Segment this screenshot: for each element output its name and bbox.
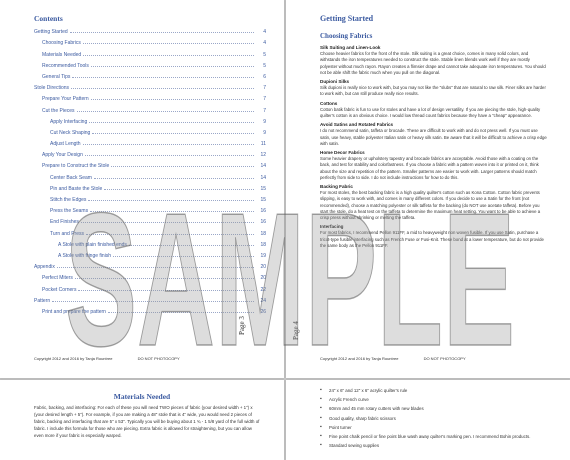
do-not-photocopy-text: DO NOT PHOTOCOPY bbox=[137, 356, 180, 361]
toc-entry-label: Turn and Press bbox=[50, 230, 84, 237]
toc-entry-label: Apply Interfacing bbox=[50, 118, 88, 125]
toc-entry-page: 7 bbox=[263, 96, 266, 103]
fabric-section-heading: Silk Suiting and Linen-Look bbox=[320, 45, 381, 50]
toc-entry[interactable] bbox=[34, 293, 266, 304]
toc-entry-label: Press the Seams bbox=[50, 208, 89, 215]
toc-page bbox=[0, 0, 284, 378]
toc-entry[interactable] bbox=[34, 114, 266, 125]
toc-entry[interactable] bbox=[34, 147, 266, 158]
toc-leader bbox=[91, 98, 254, 100]
toc-entry-label: Choosing Fabrics bbox=[42, 40, 81, 47]
page-number-right: Page 4 bbox=[292, 321, 300, 340]
fabric-section-text: I do not recommend satin, taffeta or brocade. These are difficult to work with and do not press well. If you must use satin, use heavy, stable polyester Italian satin or heavy silk satin. Be aware that it will be difficult to achieve a crisp edge with satin. bbox=[320, 128, 547, 146]
watermark-text: SAMPLE bbox=[65, 174, 515, 380]
toc-leader bbox=[86, 233, 254, 235]
toc-leader bbox=[70, 31, 254, 33]
toc-entry-page: 6 bbox=[263, 73, 266, 80]
fabric-section-text: For most stoles, the best backing fabric is a high quality quilter's cotton such as Kona Cotton. Cotton fabric prevents slipping, is easy to work with, and comes in many different colors. If you decide to use a Satin for the front (not recommended), choose a matching polyester or silk taffeta for the backing (do NOT use acetate taffeta). Before you start the stole, do a heat test on the taffeta to determine the maximum heat setting. You want to be able to achieve a crisp press without shrinking or melting the taffeta. bbox=[320, 190, 541, 221]
toc-entry-label: Pattern bbox=[34, 297, 51, 304]
getting-started-page bbox=[286, 0, 570, 378]
toc-entry-label: Stole Directions bbox=[34, 85, 70, 92]
toc-leader bbox=[71, 87, 254, 89]
fabric-section-heading: Home Decor Fabrics bbox=[320, 150, 365, 156]
toc-entry[interactable] bbox=[34, 248, 266, 259]
toc-entry-label: Prepare to Construct the Stole bbox=[42, 163, 110, 170]
toc-entry[interactable] bbox=[34, 35, 266, 46]
toc-entry-page: 18 bbox=[260, 230, 266, 237]
toc-entry[interactable] bbox=[34, 181, 266, 192]
toc-entry-label: End Finishes bbox=[50, 219, 79, 226]
supply-item: ▪ 24" x 6" and 12" x 6" acrylic quilter's rule bbox=[320, 386, 552, 395]
toc-entry-label: Cut the Pieces bbox=[42, 107, 75, 114]
toc-leader bbox=[57, 266, 254, 268]
toc-entry[interactable] bbox=[34, 192, 266, 203]
toc-entry-label: General Tips bbox=[42, 73, 71, 80]
supply-item: ▪ Point turner bbox=[320, 423, 552, 432]
fabric-section-text: Silk dupioni is really nice to work with, but you may not like the "slubs" that are natural to raw silk. Finer silks are harder to work with, but can still produce really nice results. bbox=[320, 85, 546, 97]
toc-entry[interactable] bbox=[34, 24, 266, 35]
supply-item: ▪ Fine point chalk pencil or fine point blue wash away quilter's marking pen. I recommend Bohin products. bbox=[320, 432, 552, 441]
toc-list bbox=[34, 24, 266, 315]
toc-entry-label: Cut Neck Shaping bbox=[50, 129, 91, 136]
toc-entry[interactable] bbox=[34, 203, 266, 214]
toc-leader bbox=[85, 154, 254, 156]
toc-entry-page: 14 bbox=[260, 163, 266, 170]
toc-entry-label: A Stole with plain finished ends bbox=[58, 241, 127, 248]
toc-leader bbox=[90, 210, 254, 212]
toc-leader bbox=[111, 165, 254, 167]
toc-entry-page: 15 bbox=[260, 185, 266, 192]
toc-leader bbox=[72, 76, 254, 78]
supply-item: ▪ Standard sewing supplies bbox=[320, 441, 552, 450]
toc-leader bbox=[77, 110, 254, 112]
fabric-section-heading: Avoid Satins and Rotated Fabrics bbox=[320, 122, 394, 128]
toc-entry-page: 9 bbox=[263, 118, 266, 125]
toc-entry-page: 4 bbox=[263, 29, 266, 36]
materials-page bbox=[0, 380, 284, 460]
toc-entry-page: 22 bbox=[260, 286, 266, 293]
toc-entry-label: Apply Your Design bbox=[42, 152, 83, 159]
fabric-section-text: Choose heavier fabrics for the front of the stole. Silk suiting is a great choice, comes in many solid colors, and withstands the iron temperatures needed to construct the stole. Stable linen blends work well if they are mostly polyester without much rayon. Rayon creates a flimsier drape and cannot take adequate iron temperatures. You should not be able shift the fabric much when you pull on the diagonal. bbox=[320, 51, 546, 75]
toc-entry[interactable] bbox=[34, 304, 266, 315]
toc-entry-label: Pin and Baste the Stole bbox=[50, 185, 103, 192]
toc-entry[interactable] bbox=[34, 46, 266, 57]
toc-entry-label: Prepare Your Pattern bbox=[42, 96, 89, 103]
fabric-section-heading: Cottons bbox=[320, 100, 338, 106]
toc-entry-page: 26 bbox=[260, 308, 266, 315]
toc-leader bbox=[83, 42, 254, 44]
materials-text-block bbox=[34, 404, 260, 439]
toc-entry-page: 7 bbox=[263, 85, 266, 92]
toc-entry[interactable] bbox=[34, 214, 266, 225]
toc-entry[interactable] bbox=[34, 270, 266, 281]
toc-leader bbox=[52, 300, 254, 302]
toc-entry[interactable] bbox=[34, 259, 266, 270]
toc-leader bbox=[108, 311, 254, 313]
toc-entry-label: Print and prepare the pattern bbox=[42, 308, 106, 315]
toc-entry[interactable] bbox=[34, 58, 266, 69]
toc-entry-label: Adjust Length bbox=[50, 141, 81, 148]
page-footer bbox=[320, 356, 466, 361]
toc-entry-page: 24 bbox=[260, 297, 266, 304]
toc-entry[interactable] bbox=[34, 91, 266, 102]
toc-leader bbox=[89, 121, 254, 123]
do-not-photocopy-text: DO NOT PHOTOCOPY bbox=[423, 356, 466, 361]
toc-entry[interactable] bbox=[34, 158, 266, 169]
toc-entry-label: Center Back Seam bbox=[50, 174, 92, 181]
toc-entry-page: 7 bbox=[263, 107, 266, 114]
materials-title: Materials Needed bbox=[113, 392, 171, 401]
toc-entry[interactable] bbox=[34, 69, 266, 80]
toc-leader bbox=[113, 255, 254, 257]
section-subtitle: Choosing Fabrics bbox=[320, 32, 373, 40]
supply-item: ▪ Good quality, sharp fabric scissors bbox=[320, 414, 552, 423]
toc-entry-page: 9 bbox=[263, 129, 266, 136]
toc-entry[interactable] bbox=[34, 169, 266, 180]
supply-item: ▪ 60mm and 45 mm rotary cutters with new blades bbox=[320, 404, 552, 413]
toc-entry-page: 5 bbox=[263, 51, 266, 58]
toc-leader bbox=[91, 65, 254, 67]
page-number-left: Page 3 bbox=[238, 316, 246, 335]
toc-entry-label: Materials Needed bbox=[42, 51, 82, 58]
toc-leader bbox=[78, 289, 254, 291]
toc-title: Contents bbox=[34, 14, 63, 23]
toc-entry[interactable] bbox=[34, 281, 266, 292]
toc-entry-label: Stitch the Edges bbox=[50, 197, 87, 203]
fabric-sections bbox=[320, 42, 548, 251]
toc-entry-label: Appendix bbox=[34, 264, 55, 271]
supply-item: ▪ Acrylic French curve bbox=[320, 395, 552, 404]
fabric-section-text: For most fabrics, I recommend Pellon 911FF, a mid to heavyweight non woven fusible. If you use Satin, purchase a tricot-type fusible interfacing such as French Fuse or Fusi-Knit. These bond at a lower temperature, but do not provide the same body as the Pellon 911FF. bbox=[320, 230, 544, 248]
toc-entry-label: A Stole with fringe finish bbox=[58, 252, 112, 259]
toc-entry[interactable] bbox=[34, 80, 266, 91]
toc-entry-page: 19 bbox=[260, 252, 266, 259]
toc-leader bbox=[83, 54, 254, 56]
toc-entry-page: 12 bbox=[260, 152, 266, 159]
toc-leader bbox=[94, 177, 254, 179]
toc-leader bbox=[88, 199, 254, 201]
toc-entry-page: 14 bbox=[260, 174, 266, 181]
toc-entry-page: 4 bbox=[263, 40, 266, 47]
toc-entry-page: 16 bbox=[260, 208, 266, 215]
copyright-text: Copyright 2012 and 2016 by Tanja Rountree bbox=[34, 356, 113, 361]
toc-entry[interactable] bbox=[34, 102, 266, 113]
fabric-section-text: Cotton batik fabric is fun to use for stoles and have a lot of design versatility. If you are piecing the stole, high-quality quilter's cotton is an obvious choice. I would low thread count fabrics because they have a "cheap" appearance. bbox=[320, 106, 541, 119]
toc-entry-page: 20 bbox=[260, 264, 266, 271]
toc-leader bbox=[81, 221, 254, 223]
toc-entry-label: Perfect Miters bbox=[42, 275, 73, 282]
toc-entry-page: 16 bbox=[260, 219, 266, 226]
fabric-section-heading: Dupioni Silks bbox=[320, 79, 350, 85]
toc-entry[interactable] bbox=[34, 237, 266, 248]
toc-entry-label: Pocket Corners bbox=[42, 286, 77, 293]
toc-entry-page: 18 bbox=[260, 241, 266, 248]
materials-text: Fabric, backing, and interfacing: For each of these you will need TWO pieces of fabric (your desired width + 1") x (your desired length + 5"). For example, if you are making a 48" stole that is 4" wide, you would need 2 pieces of fabric, backing and interfacing that are 5" x 53". Typically you will be buying about 1 ¾ - 1 5/8 yard of the full width of fabric. I include this formula for those who are piecing. Extra fabric is allowed for straightening, but you can allow even more if your fabric is especially warped. bbox=[34, 405, 260, 438]
toc-leader bbox=[92, 132, 254, 134]
supplies-list bbox=[320, 386, 552, 450]
toc-entry[interactable] bbox=[34, 125, 266, 136]
page-footer bbox=[34, 356, 180, 361]
toc-entry-page: 5 bbox=[263, 62, 266, 69]
toc-entry-page: 15 bbox=[260, 197, 266, 203]
toc-entry-page: 11 bbox=[260, 141, 266, 148]
fabric-section-text: Some heavier drapery or upholstery tapestry and brocade fabrics are acceptable. Avoid those with a coating on the back, and test for stability and colorfastness. If you choose a fabric with a pattern woven into it or printed on it, think about the size and repetition of the pattern. Smaller patterns are easier to work with. Larger patterns should match perfectly from side to side. I do not include instructions for how to do this. bbox=[320, 156, 539, 180]
toc-entry-label: Recommended Tools bbox=[42, 62, 89, 69]
section-title: Getting Started bbox=[320, 14, 374, 23]
toc-leader bbox=[104, 188, 254, 190]
tools-page bbox=[286, 380, 570, 460]
fabric-section-heading: Interfacing bbox=[320, 224, 344, 230]
toc-leader bbox=[83, 143, 254, 145]
toc-entry-page: 20 bbox=[260, 275, 266, 282]
toc-leader bbox=[75, 277, 254, 279]
copyright-text: Copyright 2012 and 2016 by Tanja Rountree bbox=[320, 356, 399, 361]
toc-entry-label: Getting Started bbox=[34, 29, 68, 36]
fabric-section-heading: Backing Fabric bbox=[320, 184, 353, 190]
toc-entry[interactable] bbox=[34, 225, 266, 236]
toc-entry[interactable] bbox=[34, 136, 266, 147]
toc-leader bbox=[129, 244, 254, 246]
